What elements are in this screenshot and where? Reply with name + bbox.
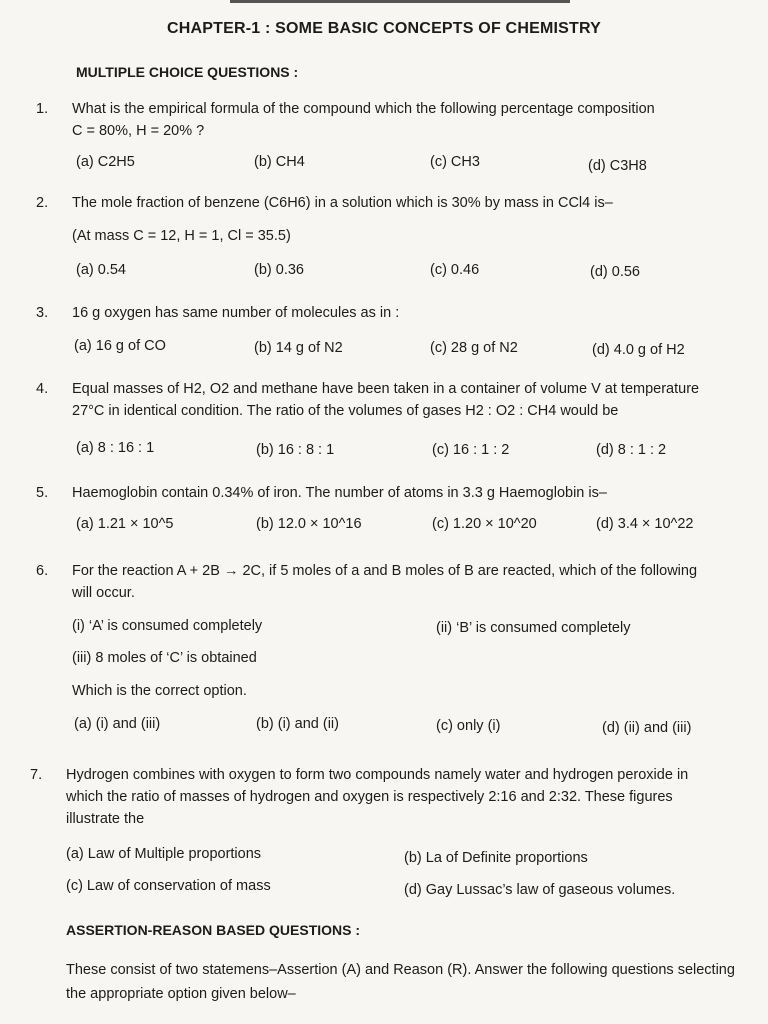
question-text-line: Equal masses of H2, O2 and methane have been taken in a container of volume V at temperature <box>72 381 700 397</box>
option-b: (b) La of Definite proportions <box>404 850 588 866</box>
option-c: (c) 0.46 <box>430 262 480 278</box>
assertion-reason-intro: These consist of two statemens–Assertion (A) and Reason (R). Answer the following questions selecting the appropriate option given below– <box>66 962 735 1002</box>
question-number: 1. <box>36 101 49 117</box>
option-b: (b) 14 g of N2 <box>254 340 343 356</box>
section-heading-mcq: MULTIPLE CHOICE QUESTIONS : <box>76 64 299 80</box>
top-rule <box>230 0 570 3</box>
option-b: (b) 0.36 <box>254 262 304 278</box>
option-c: (c) 16 : 1 : 2 <box>432 442 510 458</box>
question-text-line: 27°C in identical condition. The ratio of the volumes of gases H2 : O2 : CH4 would be <box>72 403 619 419</box>
option-b: (b) 12.0 × 10^16 <box>256 516 362 532</box>
option-a: (a) (i) and (iii) <box>74 716 161 732</box>
question-number: 6. <box>36 563 49 579</box>
question-number: 4. <box>36 381 49 397</box>
question-text-line: 16 g oxygen has same number of molecules as in : <box>72 305 400 321</box>
option-a: (a) 0.54 <box>76 262 126 278</box>
statement-ii: (ii) ‘B’ is consumed completely <box>436 620 631 636</box>
question-text <box>72 98 740 142</box>
option-d: (d) 0.56 <box>590 264 640 280</box>
question-prompt: Which is the correct option. <box>72 683 247 699</box>
chapter-title: CHAPTER-1 : SOME BASIC CONCEPTS OF CHEMISTRY <box>166 20 601 37</box>
option-d: (d) Gay Lussac’s law of gaseous volumes. <box>404 882 676 898</box>
question-number: 3. <box>36 305 49 321</box>
question-text-line: illustrate the <box>66 811 145 827</box>
question-text <box>72 378 740 422</box>
question-text <box>72 482 740 504</box>
statement-i: (i) ‘A’ is consumed completely <box>72 618 263 634</box>
question-note: (At mass C = 12, H = 1, Cl = 35.5) <box>72 228 291 244</box>
option-a: (a) 16 g of CO <box>74 338 166 354</box>
option-d: (d) 3.4 × 10^22 <box>596 516 694 532</box>
question-text-line: C = 80%, H = 20% ? <box>72 123 205 139</box>
option-c: (c) 28 g of N2 <box>430 340 518 356</box>
question-text-line: Haemoglobin contain 0.34% of iron. The number of atoms in 3.3 g Haemoglobin is– <box>72 485 607 501</box>
question-text-line: The mole fraction of benzene (C6H6) in a solution which is 30% by mass in CCl4 is– <box>72 195 613 211</box>
question-text-line: Hydrogen combines with oxygen to form two compounds namely water and hydrogen peroxide in <box>66 767 689 783</box>
option-a: (a) 1.21 × 10^5 <box>76 516 174 532</box>
question-text-line: What is the empirical formula of the compound which the following percentage composition <box>72 101 655 117</box>
question-number: 7. <box>30 767 43 783</box>
question-text-line: will occur. <box>72 585 135 601</box>
question-text-line: which the ratio of masses of hydrogen and oxygen is respectively 2:16 and 2:32. These figures <box>66 789 673 805</box>
option-a: (a) C2H5 <box>76 154 135 170</box>
question-text <box>66 764 734 830</box>
option-b: (b) (i) and (ii) <box>256 716 339 732</box>
option-a: (a) 8 : 16 : 1 <box>76 440 155 456</box>
option-d: (d) (ii) and (iii) <box>602 720 692 736</box>
option-c: (c) Law of conservation of mass <box>66 878 271 894</box>
option-b: (b) 16 : 8 : 1 <box>256 442 335 458</box>
section-heading-assertion-reason: ASSERTION-REASON BASED QUESTIONS : <box>66 922 361 938</box>
question-text <box>72 302 740 324</box>
question-text <box>72 560 740 604</box>
option-b: (b) CH4 <box>254 154 305 170</box>
option-a: (a) Law of Multiple proportions <box>66 846 262 862</box>
question-text-line: For the reaction A + 2B → 2C, if 5 moles of a and B moles of B are reacted, which of the following <box>72 563 698 579</box>
statement-iii: (iii) 8 moles of ‘C’ is obtained <box>72 650 257 666</box>
option-d: (d) 4.0 g of H2 <box>592 342 685 358</box>
question-number: 5. <box>36 485 49 501</box>
question-number: 2. <box>36 195 49 211</box>
question-text <box>72 192 740 214</box>
option-d: (d) 8 : 1 : 2 <box>596 442 667 458</box>
option-d: (d) C3H8 <box>588 158 647 174</box>
option-c: (c) CH3 <box>430 154 480 170</box>
option-c: (c) 1.20 × 10^20 <box>432 516 537 532</box>
option-c: (c) only (i) <box>436 718 501 734</box>
